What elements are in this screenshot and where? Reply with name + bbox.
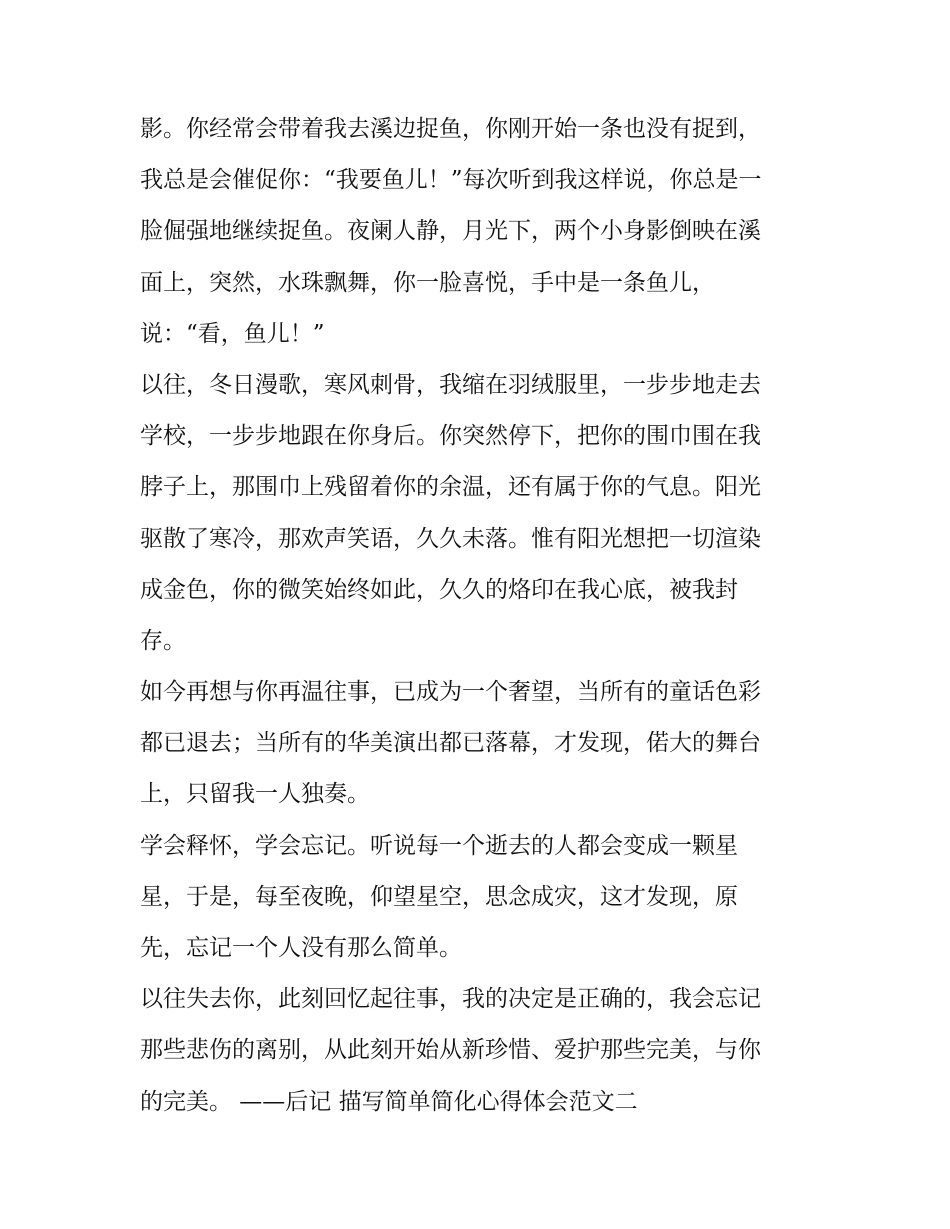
text-line: 存。: [140, 627, 186, 654]
text-line: 学会释怀，学会忘记。听说每一个逝去的人都会变成一颗星: [140, 832, 738, 859]
text-line: 面上，突然，水珠飘舞，你一脸喜悦，手中是一条鱼儿，: [140, 269, 715, 296]
text-line: 说：“看，鱼儿！”: [140, 320, 325, 347]
text-line: 上，只留我一人独奏。: [140, 781, 370, 808]
text-line: 驱散了寒冷，那欢声笑语，久久未落。惟有阳光想把一切渲染: [140, 525, 761, 552]
paragraph-5: [140, 974, 820, 1128]
text-line: 那些悲伤的离别，从此刻开始从新珍惜、爱护那些完美，与你: [140, 1037, 761, 1064]
paragraph-3: [140, 667, 820, 821]
paragraph-4: [140, 821, 820, 975]
text-line: 如今再想与你再温往事，已成为一个奢望，当所有的童话色彩: [140, 679, 761, 706]
paragraph-1: [140, 104, 820, 360]
text-line: 学校，一步步地跟在你身后。你突然停下，把你的围巾围在我: [140, 423, 761, 450]
text-line: 影。你经常会带着我去溪边捉鱼，你刚开始一条也没有捉到，: [140, 116, 761, 142]
text-line: 都已退去；当所有的华美演出都已落幕，才发现，偌大的舞台: [140, 730, 761, 757]
text-line: 先，忘记一个人没有那么简单。: [140, 935, 462, 961]
text-line: 以往失去你，此刻回忆起往事，我的决定是正确的，我会忘记: [140, 986, 761, 1013]
text-line: 的完美。 ——后记 描写简单简化心得体会范文二: [140, 1088, 638, 1115]
text-line: 星，于是，每至夜晚，仰望星空，思念成灾，这才发现，原: [140, 883, 738, 910]
text-line: 脖子上，那围巾上残留着你的余温，还有属于你的气息。阳光: [140, 474, 761, 501]
text-line: 脸倔强地继续捉鱼。夜阑人静，月光下，两个小身影倒映在溪: [140, 218, 761, 245]
paragraph-2: [140, 360, 820, 667]
text-line: 以往，冬日漫歌，寒风刺骨，我缩在羽绒服里，一步步地走去: [140, 371, 761, 398]
document-body: [140, 104, 820, 1128]
text-line: 我总是会催促你：“我要鱼儿！”每次听到我这样说，你总是一: [140, 167, 762, 194]
text-line: 成金色，你的微笑始终如此，久久的烙印在我心底，被我封: [140, 576, 738, 603]
